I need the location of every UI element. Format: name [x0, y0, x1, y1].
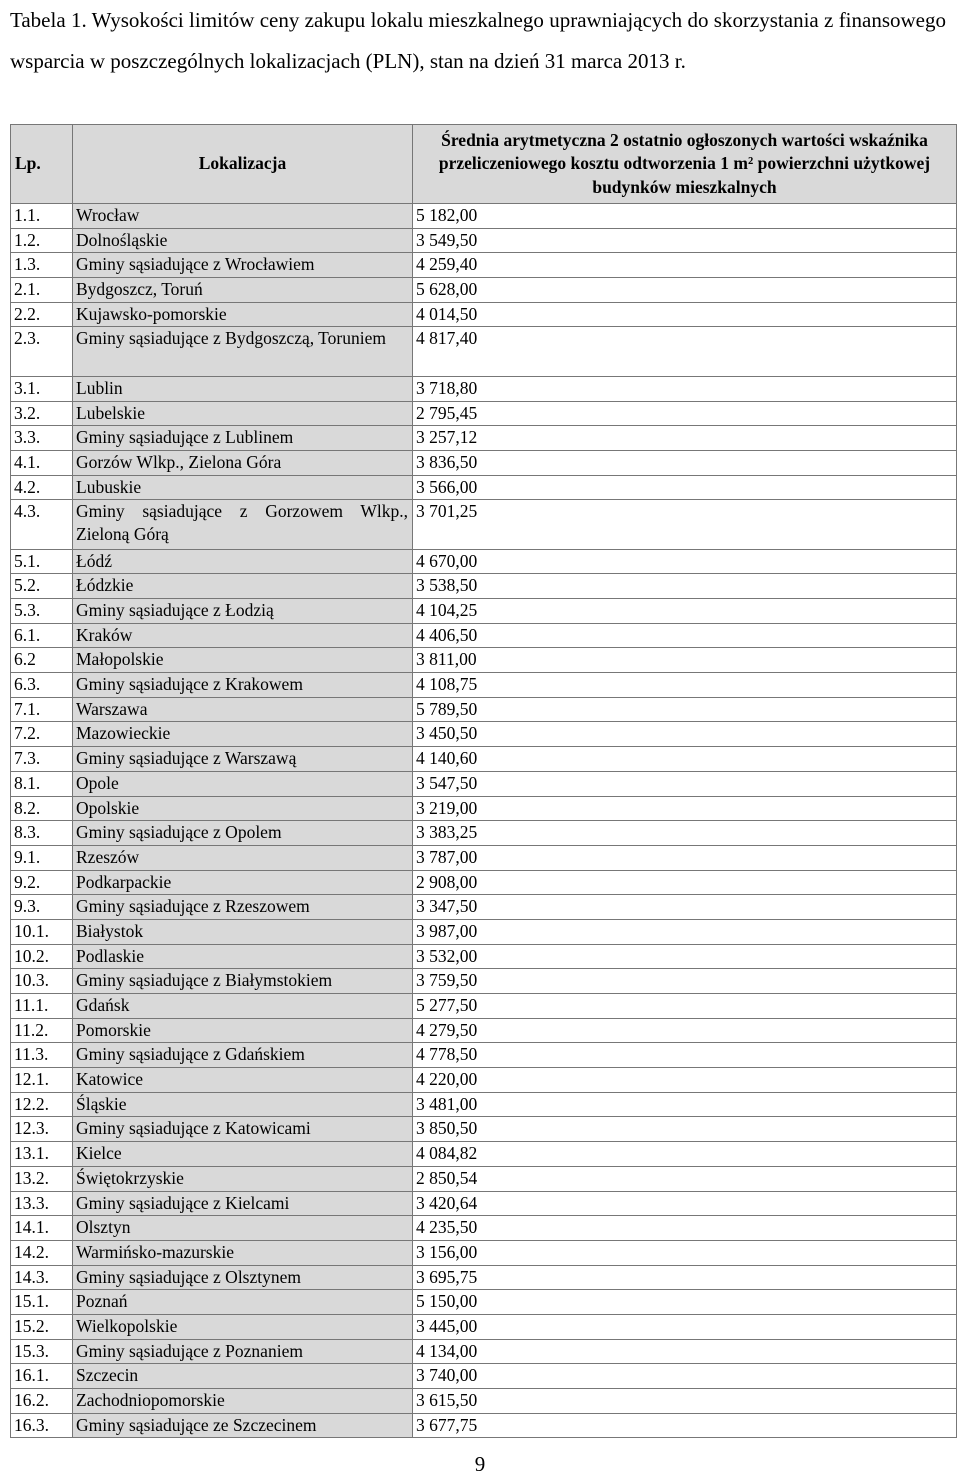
price-limits-table: [10, 124, 957, 1438]
row-lp: 9.3.: [11, 895, 73, 920]
row-location: Łódź: [73, 549, 413, 574]
table-row: [11, 327, 957, 376]
row-value: 2 908,00: [413, 870, 957, 895]
row-lp: 5.3.: [11, 599, 73, 624]
row-value: 3 701,25: [413, 500, 957, 549]
row-lp: 8.2.: [11, 796, 73, 821]
row-value: 4 259,40: [413, 253, 957, 278]
row-lp: 11.1.: [11, 994, 73, 1019]
row-lp: 3.3.: [11, 426, 73, 451]
table-row: [11, 1117, 957, 1142]
row-value: 3 615,50: [413, 1389, 957, 1414]
table-row: [11, 994, 957, 1019]
row-location: Lubelskie: [73, 401, 413, 426]
row-location: Poznań: [73, 1290, 413, 1315]
row-location: Lublin: [73, 376, 413, 401]
row-location: Łódzkie: [73, 574, 413, 599]
table-row: [11, 722, 957, 747]
row-lp: 16.2.: [11, 1389, 73, 1414]
table-row: [11, 1068, 957, 1093]
table-row: [11, 1216, 957, 1241]
row-value: 4 108,75: [413, 673, 957, 698]
row-lp: 6.3.: [11, 673, 73, 698]
row-lp: 7.2.: [11, 722, 73, 747]
row-value: 4 778,50: [413, 1043, 957, 1068]
row-value: 4 406,50: [413, 623, 957, 648]
row-location: Bydgoszcz, Toruń: [73, 278, 413, 303]
row-location: Śląskie: [73, 1092, 413, 1117]
row-lp: 1.2.: [11, 228, 73, 253]
row-location: Gminy sąsiadujące z Olsztynem: [73, 1265, 413, 1290]
row-location: Gminy sąsiadujące z Kielcami: [73, 1191, 413, 1216]
row-value: 4 279,50: [413, 1018, 957, 1043]
row-location: Gminy sąsiadujące z Warszawą: [73, 747, 413, 772]
row-location: Zachodniopomorskie: [73, 1389, 413, 1414]
row-lp: 10.2.: [11, 944, 73, 969]
table-row: [11, 426, 957, 451]
row-value: 3 836,50: [413, 450, 957, 475]
row-location: Pomorskie: [73, 1018, 413, 1043]
row-location: Wielkopolskie: [73, 1314, 413, 1339]
table-row: [11, 1043, 957, 1068]
table-row: [11, 747, 957, 772]
row-value: 2 795,45: [413, 401, 957, 426]
header-lp: Lp.: [11, 125, 73, 204]
table-row: [11, 796, 957, 821]
row-value: 3 695,75: [413, 1265, 957, 1290]
row-location: Kujawsko-pomorskie: [73, 302, 413, 327]
table-header-row: [11, 125, 957, 204]
row-lp: 6.1.: [11, 623, 73, 648]
row-location: Gminy sąsiadujące z Gdańskiem: [73, 1043, 413, 1068]
row-location: Kraków: [73, 623, 413, 648]
row-location: Gminy sąsiadujące z Gorzowem Wlkp., Zieloną Górą: [73, 500, 413, 549]
row-lp: 12.3.: [11, 1117, 73, 1142]
table-row: [11, 450, 957, 475]
table-row: [11, 1364, 957, 1389]
row-lp: 15.2.: [11, 1314, 73, 1339]
row-lp: 14.1.: [11, 1216, 73, 1241]
table-row: [11, 376, 957, 401]
row-lp: 15.3.: [11, 1339, 73, 1364]
row-lp: 9.2.: [11, 870, 73, 895]
row-lp: 4.3.: [11, 500, 73, 549]
row-location: Opole: [73, 771, 413, 796]
row-value: 3 481,00: [413, 1092, 957, 1117]
row-location: Kielce: [73, 1142, 413, 1167]
row-lp: 14.2.: [11, 1240, 73, 1265]
row-lp: 7.3.: [11, 747, 73, 772]
row-location: Gminy sąsiadujące z Łodzią: [73, 599, 413, 624]
table-row: [11, 1191, 957, 1216]
row-lp: 11.2.: [11, 1018, 73, 1043]
row-lp: 2.2.: [11, 302, 73, 327]
row-lp: 12.2.: [11, 1092, 73, 1117]
row-lp: 3.1.: [11, 376, 73, 401]
row-value: 4 134,00: [413, 1339, 957, 1364]
table-body: [11, 204, 957, 1438]
table-row: [11, 1240, 957, 1265]
row-lp: 12.1.: [11, 1068, 73, 1093]
row-value: 3 677,75: [413, 1413, 957, 1438]
row-lp: 13.3.: [11, 1191, 73, 1216]
row-lp: 2.3.: [11, 327, 73, 376]
row-location: Rzeszów: [73, 845, 413, 870]
row-location: Szczecin: [73, 1364, 413, 1389]
row-lp: 1.1.: [11, 204, 73, 229]
table-row: [11, 253, 957, 278]
row-value: 4 104,25: [413, 599, 957, 624]
table-row: [11, 401, 957, 426]
row-lp: 7.1.: [11, 697, 73, 722]
table-row: [11, 1092, 957, 1117]
table-row: [11, 623, 957, 648]
row-location: Białystok: [73, 919, 413, 944]
row-location: Małopolskie: [73, 648, 413, 673]
row-value: 3 718,80: [413, 376, 957, 401]
row-location: Warszawa: [73, 697, 413, 722]
row-value: 3 219,00: [413, 796, 957, 821]
row-lp: 16.1.: [11, 1364, 73, 1389]
row-location: Katowice: [73, 1068, 413, 1093]
row-lp: 11.3.: [11, 1043, 73, 1068]
row-value: 5 150,00: [413, 1290, 957, 1315]
row-lp: 14.3.: [11, 1265, 73, 1290]
row-lp: 13.1.: [11, 1142, 73, 1167]
table-row: [11, 574, 957, 599]
row-location: Mazowieckie: [73, 722, 413, 747]
row-location: Świętokrzyskie: [73, 1166, 413, 1191]
row-location: Lubuskie: [73, 475, 413, 500]
table-row: [11, 228, 957, 253]
row-value: 3 450,50: [413, 722, 957, 747]
row-value: 3 420,64: [413, 1191, 957, 1216]
row-value: 3 445,00: [413, 1314, 957, 1339]
table-row: [11, 1413, 957, 1438]
row-value: 3 759,50: [413, 969, 957, 994]
row-value: 4 140,60: [413, 747, 957, 772]
row-location: Gminy sąsiadujące z Rzeszowem: [73, 895, 413, 920]
row-lp: 3.2.: [11, 401, 73, 426]
table-row: [11, 1314, 957, 1339]
row-lp: 13.2.: [11, 1166, 73, 1191]
table-row: [11, 648, 957, 673]
row-lp: 2.1.: [11, 278, 73, 303]
row-location: Gminy sąsiadujące ze Szczecinem: [73, 1413, 413, 1438]
table-row: [11, 599, 957, 624]
row-location: Dolnośląskie: [73, 228, 413, 253]
row-location: Gminy sąsiadujące z Bydgoszczą, Toruniem: [73, 327, 413, 376]
page-number: 9: [474, 1452, 486, 1476]
header-value: Średnia arytmetyczna 2 ostatnio ogłoszonych wartości wskaźnika przeliczeniowego kosztu odtworzenia 1 m² powierzchni użytkowej budynków mieszkalnych: [413, 125, 957, 204]
row-location: Gminy sąsiadujące z Opolem: [73, 821, 413, 846]
row-value: 3 787,00: [413, 845, 957, 870]
row-value: 5 789,50: [413, 697, 957, 722]
row-lp: 9.1.: [11, 845, 73, 870]
header-location: Lokalizacja: [73, 125, 413, 204]
table-row: [11, 1290, 957, 1315]
row-location: Gdańsk: [73, 994, 413, 1019]
row-value: 3 547,50: [413, 771, 957, 796]
table-row: [11, 1389, 957, 1414]
row-lp: 10.1.: [11, 919, 73, 944]
table-row: [11, 697, 957, 722]
row-location: Gminy sąsiadujące z Białymstokiem: [73, 969, 413, 994]
table-row: [11, 1166, 957, 1191]
row-location: Podkarpackie: [73, 870, 413, 895]
table-row: [11, 278, 957, 303]
row-lp: 1.3.: [11, 253, 73, 278]
row-value: 4 235,50: [413, 1216, 957, 1241]
table-row: [11, 549, 957, 574]
table-row: [11, 919, 957, 944]
row-value: 4 014,50: [413, 302, 957, 327]
row-value: 4 084,82: [413, 1142, 957, 1167]
row-location: Wrocław: [73, 204, 413, 229]
table-caption: Tabela 1. Wysokości limitów ceny zakupu lokalu mieszkalnego uprawniających do skorzystania z finansowego wsparcia w poszczególnych lokalizacjach (PLN), stan na dzień 31 marca 2013 r.: [10, 8, 946, 73]
row-lp: 5.2.: [11, 574, 73, 599]
table-row: [11, 204, 957, 229]
row-location: Gminy sąsiadujące z Wrocławiem: [73, 253, 413, 278]
row-lp: 8.3.: [11, 821, 73, 846]
table-row: [11, 821, 957, 846]
table-row: [11, 475, 957, 500]
table-row: [11, 1339, 957, 1364]
table-row: [11, 944, 957, 969]
table-row: [11, 500, 957, 549]
row-location: Gminy sąsiadujące z Katowicami: [73, 1117, 413, 1142]
row-value: 3 987,00: [413, 919, 957, 944]
row-value: 3 549,50: [413, 228, 957, 253]
table-row: [11, 673, 957, 698]
row-lp: 15.1.: [11, 1290, 73, 1315]
row-lp: 8.1.: [11, 771, 73, 796]
table-row: [11, 870, 957, 895]
row-value: 3 811,00: [413, 648, 957, 673]
row-lp: 4.1.: [11, 450, 73, 475]
row-value: 3 532,00: [413, 944, 957, 969]
row-location: Opolskie: [73, 796, 413, 821]
row-location: Gminy sąsiadujące z Krakowem: [73, 673, 413, 698]
row-location: Warmińsko-mazurskie: [73, 1240, 413, 1265]
row-lp: 10.3.: [11, 969, 73, 994]
table-row: [11, 771, 957, 796]
row-location: Olsztyn: [73, 1216, 413, 1241]
row-value: 4 670,00: [413, 549, 957, 574]
row-location: Podlaskie: [73, 944, 413, 969]
row-value: 4 817,40: [413, 327, 957, 376]
row-value: 5 182,00: [413, 204, 957, 229]
table-row: [11, 895, 957, 920]
row-value: 5 628,00: [413, 278, 957, 303]
row-value: 3 383,25: [413, 821, 957, 846]
row-value: 3 538,50: [413, 574, 957, 599]
row-location: Gminy sąsiadujące z Lublinem: [73, 426, 413, 451]
row-value: 3 566,00: [413, 475, 957, 500]
table-row: [11, 1018, 957, 1043]
table-row: [11, 1142, 957, 1167]
row-value: 2 850,54: [413, 1166, 957, 1191]
row-value: 3 257,12: [413, 426, 957, 451]
row-value: 3 850,50: [413, 1117, 957, 1142]
row-location: Gorzów Wlkp., Zielona Góra: [73, 450, 413, 475]
row-value: 5 277,50: [413, 994, 957, 1019]
row-value: 3 156,00: [413, 1240, 957, 1265]
table-row: [11, 302, 957, 327]
row-lp: 16.3.: [11, 1413, 73, 1438]
row-lp: 4.2.: [11, 475, 73, 500]
table-row: [11, 1265, 957, 1290]
row-location: Gminy sąsiadujące z Poznaniem: [73, 1339, 413, 1364]
row-value: 4 220,00: [413, 1068, 957, 1093]
row-lp: 5.1.: [11, 549, 73, 574]
table-row: [11, 969, 957, 994]
row-value: 3 740,00: [413, 1364, 957, 1389]
row-lp: 6.2: [11, 648, 73, 673]
row-value: 3 347,50: [413, 895, 957, 920]
table-row: [11, 845, 957, 870]
